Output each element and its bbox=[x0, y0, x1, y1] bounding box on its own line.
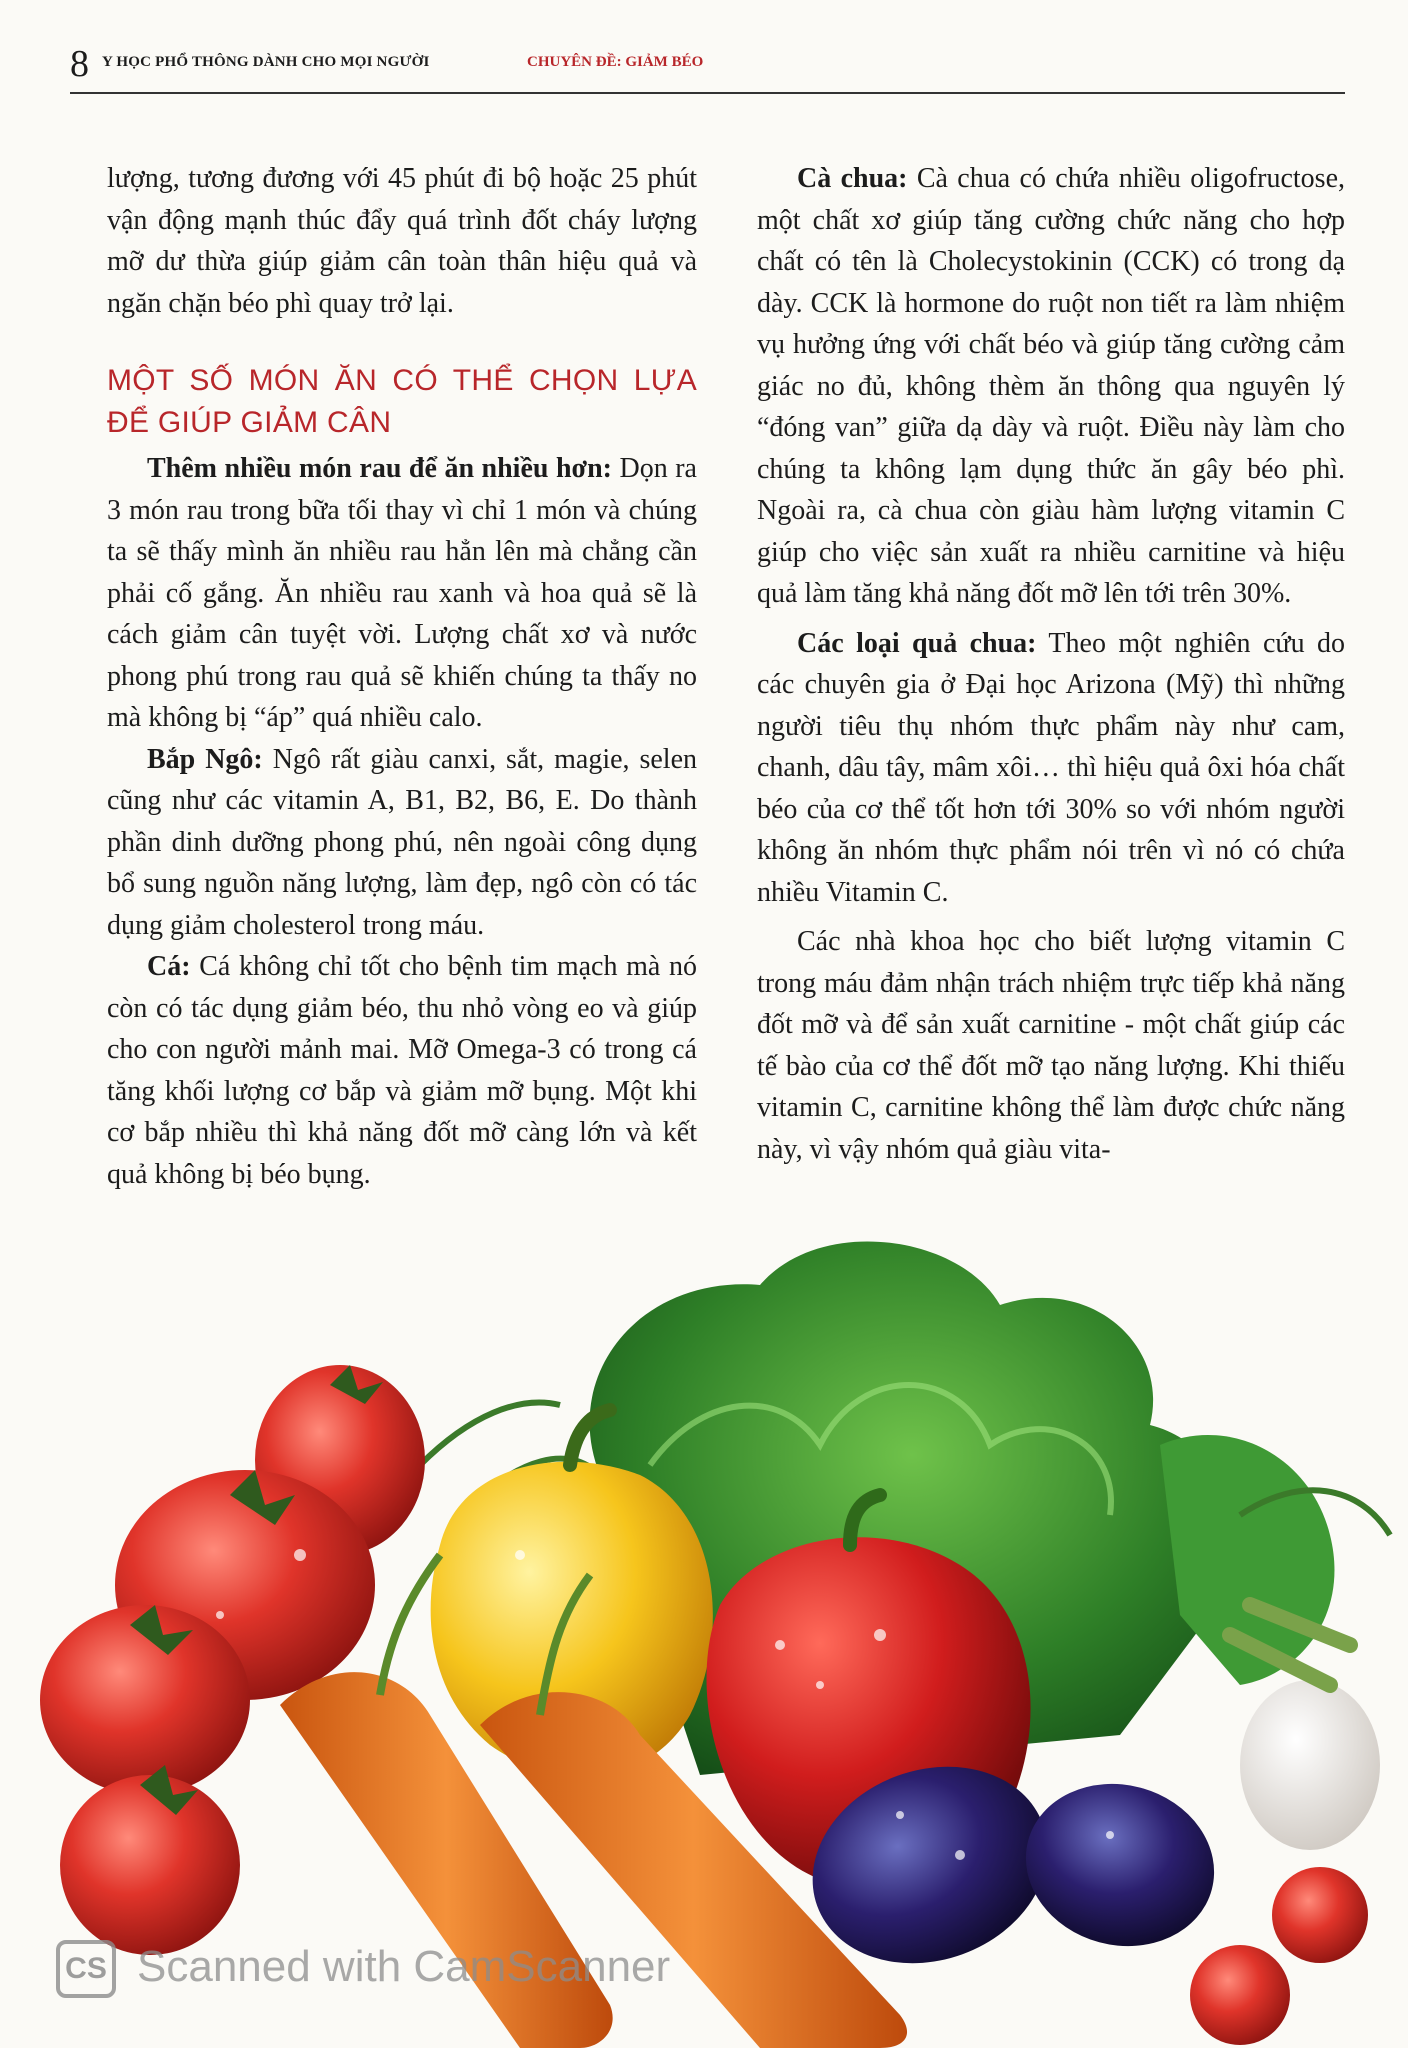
paragraph-text: Dọn ra 3 món rau trong bữa tối thay vì chỉ 1 món và chúng ta sẽ thấy mình ăn nhiều rau hẳn lên mà chẳng cần phải cố gắng. Ăn nhiều rau xanh và hoa quả sẽ là cách giảm cân tuyệt vời. Lượng chất xơ và nước phong phú trong rau quả sẽ khiến chúng ta thấy no mà không bị “áp” quá nhiều calo. bbox=[107, 453, 697, 733]
right-column bbox=[757, 158, 1345, 1170]
page-number: 8 bbox=[70, 43, 89, 85]
paragraph-lead: Bắp Ngô: bbox=[147, 743, 263, 775]
paragraph-vitamin-c bbox=[757, 921, 1345, 1170]
intro-paragraph: lượng, tương đương với 45 phút đi bộ hoặc 25 phút vận động mạnh thúc đẩy quá trình đốt cháy lượng mỡ dư thừa giúp giảm cân toàn thân hiệu quả và ngăn chặn béo phì quay trở lại. bbox=[107, 163, 697, 319]
paragraph-text: Ngô rất giàu canxi, sắt, magie, selen cũng như các vitamin A, B1, B2, B6, E. Do thành phần dinh dưỡng phong phú, nên ngoài công dụng bổ sung nguồn năng lượng, làm đẹp, ngô còn có tác dụng giảm cholesterol trong máu. bbox=[107, 743, 697, 941]
paragraph-tomato bbox=[757, 158, 1345, 615]
running-title: Y HỌC PHỔ THÔNG DÀNH CHO MỌI NGƯỜI bbox=[102, 54, 430, 70]
section-label: CHUYÊN ĐỀ: GIẢM BÉO bbox=[527, 54, 704, 70]
page-header bbox=[70, 42, 1345, 94]
paragraph-corn bbox=[107, 739, 697, 947]
paragraph-text: Cà chua có chứa nhiều oligofructose, một chất xơ giúp tăng cường chức năng cho hợp chất có tên là Cholecystokinin (CCK) có trong dạ dày. CCK là hormone do ruột non tiết ra làm nhiệm vụ hưởng ứng với chất béo và giúp tăng cường cảm giác no đủ, không thèm ăn thông qua nguyên lý “đóng van” giữa dạ dày và ruột. Điều này làm cho chúng ta không lạm dụng thức ăn gây béo phì. Ngoài ra, cà chua còn giàu hàm lượng vitamin C giúp cho việc sản xuất ra nhiều carnitine và hiệu quả làm tăng khả năng đốt mỡ lên tới trên 30%. bbox=[757, 163, 1345, 609]
camscanner-logo: CS bbox=[56, 1940, 116, 1998]
section-heading: MỘT SỐ MÓN ĂN CÓ THỂ CHỌN LỰA ĐỂ GIÚP GIẢM CÂN bbox=[107, 364, 697, 439]
scanner-watermark: Scanned with CamScanner bbox=[137, 1942, 671, 1991]
left-column bbox=[107, 158, 697, 1195]
paragraph-lead: Cà chua: bbox=[797, 163, 908, 194]
paragraph-lead: Các loại quả chua: bbox=[797, 627, 1037, 659]
paragraph-vegetables bbox=[107, 448, 697, 739]
paragraph-text: Các nhà khoa học cho biết lượng vitamin C trong máu đảm nhận trách nhiệm trực tiếp khả năng đốt mỡ và để sản xuất carnitine - một chất giúp các tế bào của cơ thể đốt mỡ tạo năng lượng. Khi thiếu vitamin C, carnitine không thể làm được chức năng này, vì vậy nhóm quả giàu vita- bbox=[757, 926, 1345, 1165]
paragraph-fish bbox=[107, 946, 697, 1195]
paragraph-lead: Cá: bbox=[147, 951, 191, 982]
paragraph-text: Theo một nghiên cứu do các chuyên gia ở Đại học Arizona (Mỹ) thì những người tiêu thụ nhóm thực phẩm này như cam, chanh, dâu tây, mâm xôi… thì hiệu quả ôxi hóa chất béo của cơ thể tốt hơn tới 30% so với nhóm người không ăn nhóm thực phẩm nói trên vì nó có chứa nhiều Vitamin C. bbox=[757, 627, 1345, 908]
vegetables-photo bbox=[0, 1215, 1408, 2048]
paragraph-text: Cá không chỉ tốt cho bệnh tim mạch mà nó còn có tác dụng giảm béo, thu nhỏ vòng eo và giúp cho con người mảnh mai. Mỡ Omega-3 có trong cá tăng khối lượng cơ bắp và giảm mỡ bụng. Một khi cơ bắp nhiều thì khả năng đốt mỡ càng lớn và kết quả không bị béo bụng. bbox=[107, 951, 697, 1190]
paragraph-lead: Thêm nhiều món rau để ăn nhiều hơn: bbox=[147, 453, 612, 484]
paragraph-citrus bbox=[757, 623, 1345, 914]
